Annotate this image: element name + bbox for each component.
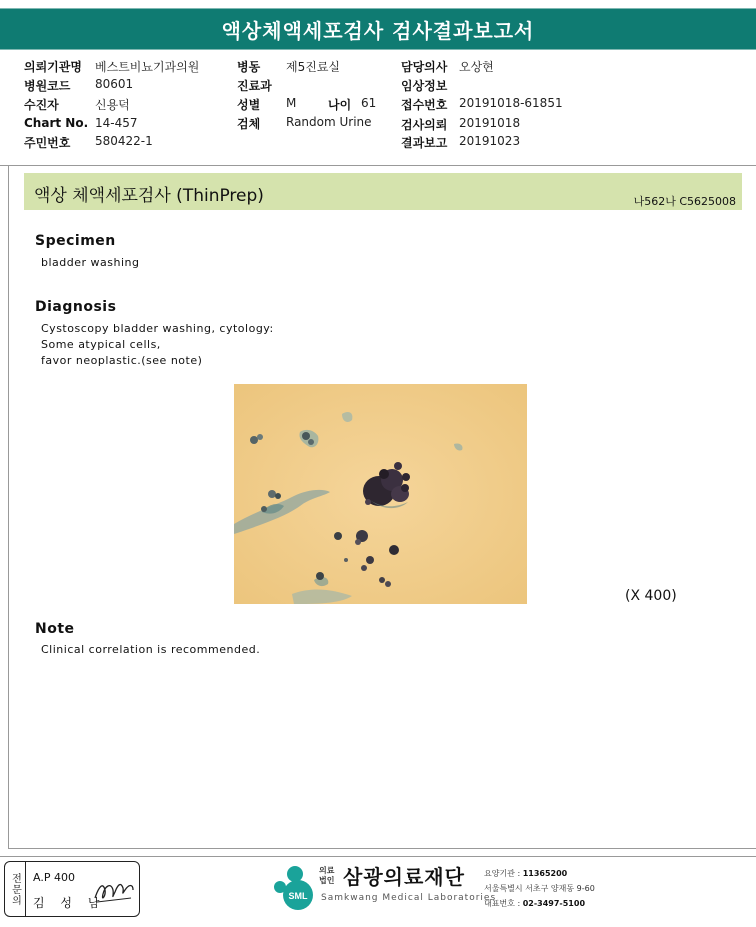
clinical-info-label: 임상정보 <box>401 79 448 93</box>
age-label: 나이 <box>328 98 352 112</box>
diagnosis-line: Some atypical cells, <box>41 338 161 351</box>
specimen-label: 검체 <box>237 117 261 131</box>
test-code: 나562나 C5625008 <box>633 195 736 208</box>
cytology-micrograph <box>234 384 527 604</box>
diagnosis-line: favor neoplastic.(see note) <box>41 354 203 367</box>
note-heading: Note <box>35 621 75 637</box>
sex-value: M <box>286 96 297 110</box>
org-english-name: Samkwang Medical Laboratories <box>321 893 497 903</box>
address-row: 서울특별시 서초구 양재동 9-60 <box>484 884 595 893</box>
doctor-value: 오상현 <box>459 60 494 74</box>
diagnosis-heading: Diagnosis <box>35 299 117 315</box>
request-date-value: 20191018 <box>459 116 521 130</box>
examinee-value: 신용덕 <box>95 98 130 112</box>
sex-label: 성별 <box>237 98 261 112</box>
doctor-label: 담당의사 <box>401 60 448 74</box>
hospital-code-value: 80601 <box>95 77 134 91</box>
phone-number: 02-3497-5100 <box>522 899 586 908</box>
patient-info <box>0 55 756 163</box>
pathologist-name: 김 성 남 <box>33 896 106 910</box>
specimen-value: Random Urine <box>286 115 372 129</box>
specimen-heading: Specimen <box>35 233 116 249</box>
phone-row: 대표번호 : 02-3497-5100 <box>484 899 586 908</box>
report-title: 액상체액세포검사 검사결과보고서 <box>0 8 756 50</box>
diagnosis-line: Cystoscopy bladder washing, cytology: <box>41 322 274 335</box>
request-date-label: 검사의뢰 <box>401 118 448 132</box>
org-name: 삼광의료재단 <box>343 865 465 889</box>
specimen-text: bladder washing <box>41 256 140 269</box>
report-date-label: 결과보고 <box>401 136 448 150</box>
receipt-no-label: 접수번호 <box>401 98 448 112</box>
ap-number: A.P 400 <box>33 871 75 884</box>
org-type-line: 법인 <box>319 876 335 885</box>
report-footer <box>0 857 756 927</box>
age-value: 61 <box>361 96 377 110</box>
micrograph-cells <box>234 384 527 604</box>
chart-no-label: Chart No. <box>24 116 89 130</box>
hospital-code-label: 병원코드 <box>24 79 71 93</box>
pathologist-role: 전문의 <box>5 862 26 916</box>
test-header <box>24 173 742 210</box>
department-label: 진료과 <box>237 79 272 93</box>
report-date-value: 20191023 <box>459 134 521 148</box>
diagnosis-text <box>41 321 274 369</box>
ward-label: 병동 <box>237 60 261 74</box>
pathologist-stamp <box>4 861 140 917</box>
logo-text: SML <box>288 891 308 901</box>
org-type <box>319 866 334 886</box>
test-name: 액상 체액세포검사 (ThinPrep) <box>34 186 264 206</box>
org-contact <box>484 866 595 911</box>
pathologist-signature <box>91 876 137 906</box>
phone-label: 대표번호 <box>484 899 515 908</box>
license-label: 요양기관 <box>484 869 515 878</box>
institution-label: 의뢰기관명 <box>24 60 82 74</box>
resident-no-label: 주민번호 <box>24 136 71 150</box>
magnification-label: (X 400) <box>625 588 677 604</box>
org-type-line: 의료 <box>319 866 335 875</box>
chart-no-value: 14-457 <box>95 116 138 130</box>
examinee-label: 수진자 <box>24 98 59 112</box>
resident-no-value: 580422-1 <box>95 134 153 148</box>
note-text: Clinical correlation is recommended. <box>41 643 261 656</box>
license-row: 요양기관 : 11365200 <box>484 869 568 878</box>
ward-value: 제5진료실 <box>286 60 341 74</box>
license-number: 11365200 <box>522 869 568 878</box>
report-body <box>8 166 756 849</box>
receipt-no-value: 20191018-61851 <box>459 96 563 110</box>
institution-value: 베스트비뇨기과의원 <box>95 60 200 74</box>
sml-logo <box>268 863 318 913</box>
